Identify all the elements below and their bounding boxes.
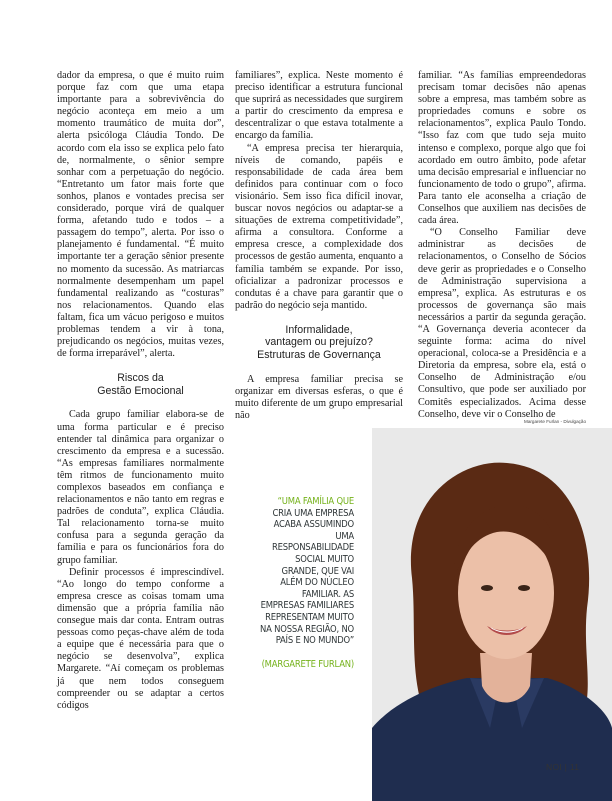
- page-number: NOI | 11: [546, 762, 580, 772]
- portrait-illustration: [372, 428, 612, 801]
- article-column-1: [57, 70, 224, 712]
- paragraph: “O Conselho Familiar deve administrar as decisões de relacionamentos, o Conselho de Sócios deve gerir as propriedades e o Conselho de Administração supervisiona a empresa”, explica. As estruturas e os processos de governança são mais necessários a partir da segunda geração. “A Governança deveria acontecer da seguinte forma: acima do nível operacional, coloca-se a Presidência e a Diretoria da empresa, sobre ela, está o Conselho de Administração e/ou Consultivo, que pode ser auxiliado por Comitês especializados. Acima desse Conselho, deve vir o Conselho de: [418, 227, 586, 420]
- pull-quote: [258, 496, 354, 670]
- section-subheading: Riscos da Gestão Emocional: [97, 372, 184, 397]
- article-column-2: [235, 70, 403, 422]
- paragraph: dador da empresa, o que é muito ruim porque faz com que uma etapa importante para a sobrevivência do negócio aconteça em meio a um momento traumático de muita dor”, alerta psicóloga Cláudia Tondo. De acordo com ela isso se explica pelo fato de, normalmente, o sênior sempre sonhar com a perpetuação do negócio. “Entretanto um fator mais forte que sonhos, planos e vontades precisa ser considerado, porque virá de qualquer forma, afetando tudo e todos – a passagem do tempo”, alerta. Por isso o planejamento é fundamental. “É muito importante ter a geração sênior presente no momento da sucessão. As matriarcas normalmente desempenham um papel fundamental realizando as “costuras” nos relacionamentos. Quando elas faltam, fica um vácuo perigoso e muitos problemas tendem a vir à tona, prejudicando os negócios, muitas vezes, de forma irreparável”, alerta.: [57, 70, 224, 360]
- paragraph: “A empresa precisa ter hierarquia, níveis de comando, papéis e responsabilidade de cada área bem definidos para continuar com o foco visionário. Sem isso fica difícil inovar, buscar novos negócios ou adaptar-se a situações de extrema competitividade”, afirma a consultora. Conforme a empresa cresce, a complexidade dos processos de gestão aumenta, enquanto a família também se expande. Por isso, oficializar a padronizar processos e condutas é a chave para garantir que o padrão do negócio seja mantido.: [235, 142, 403, 311]
- pull-quote-attribution: (MARGARETE FURLAN): [261, 658, 354, 670]
- pull-quote-text: CRIA UMA EMPRESA ACABA ASSUMINDO UMA RESPONSABILIDADE SOCIAL MUITO GRANDE, QUE VAI ALÉM DO NÚCLEO FAMILIAR. AS EMPRESAS FAMILIARES REPRESENTAM MUITO NA NOSSA REGIÃO, NO PAÍS E NO MUNDO”: [260, 507, 354, 647]
- section-subheading: Informalidade, vantagem ou prejuízo? Estruturas de Governança: [257, 323, 381, 362]
- article-column-3: [418, 70, 586, 421]
- paragraph: A empresa familiar precisa se organizar em diversas esferas, o que é muito diferente de um grupo empresarial não: [235, 373, 403, 421]
- paragraph: Definir processos é imprescindível. “Ao longo do tempo conforme a empresa cresce as coisas tomam uma dimensão que a própria família não consegue mais dar conta. Entram outras pessoas como peças-chave além de toda a equipe que é necessária para que o negócio se desenvolva”, explica Margarete. “Aí começam os problemas já que nem todos conseguem compreender ou se adaptar a certos códigos: [57, 566, 224, 711]
- paragraph: familiares”, explica. Neste momento é preciso identificar a estrutura funcional que suprirá as necessidades que surgirem a partir do crescimento da empresa e descentralizar o que estava totalmente a encargo da família.: [235, 70, 403, 142]
- portrait-photo: [372, 428, 612, 801]
- paragraph: Cada grupo familiar elabora-se de uma forma particular e é preciso entender tal dinâmica para organizar o crescimento da empresa e a sucessão. “As empresas familiares normalmente têm ritmos de funcionamento muito complexos baseados em confiança e relacionamentos e não tanto em regras e padrões de conduta”, explica Cláudia. Tal relacionamento torna-se muito confusa para a segunda geração da família e para os funcionários fora do grupo familiar.: [57, 409, 224, 566]
- photo-credit: Margarete Furlan - Divulgação: [524, 419, 587, 424]
- paragraph: familiar. “As famílias empreendedoras precisam tomar decisões não apenas sobre a empresa, mas também sobre as propriedades comuns e sobre os relacionamentos”, explica Paulo Tondo. “Isso faz com que tudo seja muito intenso e complexo, porque algo que foi acordado em outro âmbito, pode afetar uma decisão empresarial e influenciar no funcionamento de todo o grupo”, afirma. Para tanto ele aconselha a criação de Conselhos que auxiliem nas decisões de cada área.: [418, 70, 586, 227]
- pull-quote-lead: “UMA FAMÍLIA QUE: [277, 496, 354, 507]
